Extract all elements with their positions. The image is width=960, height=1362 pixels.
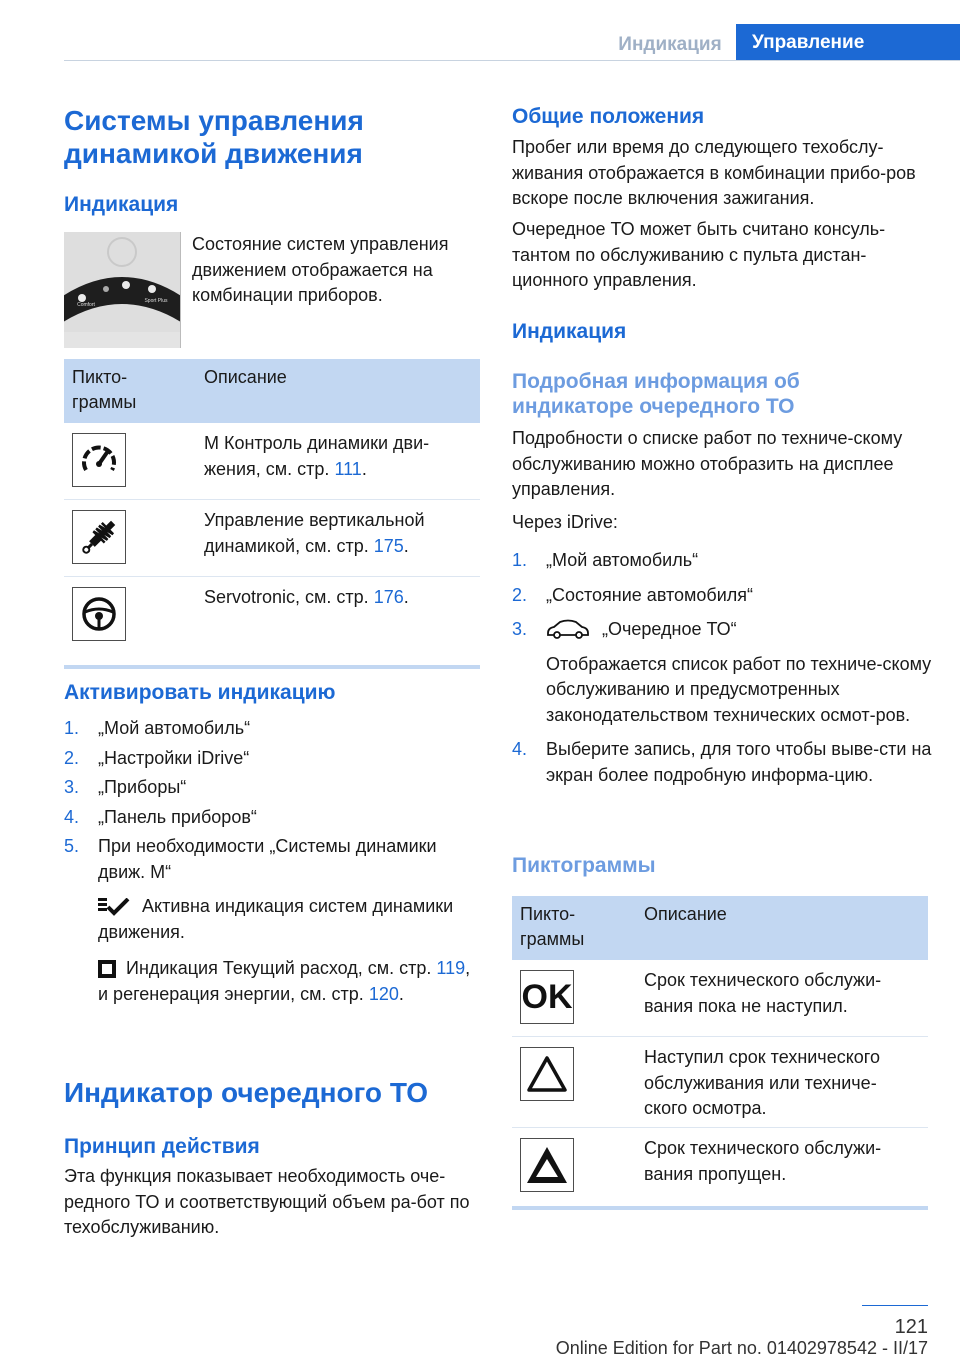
step-text: „Мой автомобиль“ [546,550,699,570]
table-row [512,960,928,1037]
table-bottom-rule [64,665,480,669]
step-number: 4. [64,806,80,827]
service-pictograms-table [512,896,928,1210]
list-item [64,834,448,885]
tab-control[interactable]: Управление [736,24,960,61]
car-icon [546,619,590,647]
row-text: Servotronic, см. стр. [204,587,374,607]
tab-indication[interactable]: Индикация [618,34,722,55]
page-link-176[interactable]: 176 [373,587,404,607]
table-header [64,359,480,423]
list-item [512,617,932,728]
step-text: „Настройки iDrive“ [98,747,250,768]
row-text-end: . [403,535,409,556]
table-row [64,577,480,653]
general-paragraph-2: Очередное ТО может быть считано консуль-тантом по обслуживанию с пульта дистан-ционного управления. [512,219,886,290]
row-description: Срок технического обслужи-вания пропущен. [644,1138,882,1184]
table-header [512,896,928,960]
step-number: 1. [64,718,80,738]
table-row [512,1037,928,1128]
subsection-indication: Индикация [64,193,179,216]
list-item [512,583,932,609]
step-text: При необходимости „Системы динамики движ. M“ [98,836,437,882]
list-item [64,716,480,742]
shock-absorber-icon [72,510,126,564]
table-row [64,423,480,500]
page-link-111[interactable]: 111 [334,458,362,479]
row-description: Срок технического обслужи-вания пока не наступил. [644,970,882,1016]
note-text-a: Индикация Текущий расход, см. стр. [126,958,437,978]
step-3-detail: Отображается список работ по техниче-скому обслуживанию и предусмотренных законодательством технических осмот-ров. [546,653,932,725]
row-text-end: . [361,458,367,479]
header-divider [64,60,960,61]
step-text: „Мой автомобиль“ [98,718,251,738]
section-title-dynamics: Системы управления динамикой движения [64,105,364,169]
page-link-175[interactable]: 175 [373,535,404,556]
ok-icon [520,970,574,1024]
section-title-service: Индикатор очередного ТО [64,1077,428,1108]
photo-label-sport: Sport [116,306,128,312]
page-number: 121 [894,1316,928,1338]
step-number: 4. [512,739,528,759]
step-number: 1. [512,550,528,570]
step-text: „Очередное ТО“ [602,619,737,639]
list-item [64,746,480,772]
subsection-activate: Активировать индикацию [64,681,336,704]
row-description [204,431,476,482]
step-number: 2. [64,747,80,768]
instrument-cluster-photo [64,232,181,348]
column-header-description: Описание [204,367,287,387]
note-check-text: Активна индикация систем динамики движения. [98,896,454,942]
warning-triangle-filled-icon [520,1138,574,1192]
note-text-b: , и регенерация энергии, см. стр. [98,958,471,1004]
note-text-c: . [398,983,404,1004]
column-header-pictograms: Пикто-граммы [520,904,585,949]
photo-label-comfort: Comfort [77,302,95,308]
indication-intro: Состояние систем управления движением отображается на комбинации приборов. [192,234,449,305]
edition-note: Online Edition for Part no. 01402978542 - II/17 [555,1338,928,1358]
list-item [64,805,480,831]
step-number: 5. [64,836,80,856]
subsection-principle: Принцип действия [64,1135,260,1158]
row-text: Управление вертикальной динамикой, см. стр. [204,510,425,556]
column-header-pictograms: Пикто-граммы [72,367,137,412]
table-row [64,500,480,577]
general-paragraph-1: Пробег или время до следующего техобслу-живания отображается в комбинации прибо-ров вскоре после включения зажигания. [512,137,916,208]
note-consumption [98,956,480,1007]
footer-divider [862,1305,928,1306]
page-link-120[interactable]: 120 [368,983,399,1004]
via-idrive-text: Через iDrive: [512,512,618,532]
warning-triangle-icon [520,1047,574,1101]
row-text: M Контроль динамики дви-жения, см. стр. [204,433,430,479]
steering-wheel-icon [72,587,126,641]
photo-label-sport-plus: Sport Plus [144,298,168,304]
step-text: „Состояние автомобиля“ [546,584,754,605]
row-description: Наступил срок технического обслуживания или техниче-ского осмотра. [644,1047,880,1118]
step-number: 2. [512,584,528,605]
activate-steps-list [64,716,480,885]
detail-text: Подробности о списке работ по техниче-скому обслуживанию можно отобразить на дисплее управления. [512,428,903,499]
note-check-active [98,894,480,945]
checkmark-icon [98,898,130,924]
step-number: 3. [64,777,80,797]
step-text: Выберите запись, для того чтобы выве-сти на экран более подробную информа-цию. [546,739,932,785]
square-icon [98,960,116,986]
subsection-pictograms: Пиктограммы [512,854,656,877]
subsection-indication-right: Индикация [512,320,627,343]
list-item [512,548,932,574]
dynamic-control-icon [72,433,126,487]
list-item [512,737,932,788]
subsection-detail: Подробная информация об индикаторе очередного ТО [512,370,800,418]
service-steps-list [512,548,932,788]
table-bottom-rule [512,1206,928,1210]
list-item [64,775,480,801]
step-text: „Приборы“ [98,777,187,797]
step-text: „Панель приборов“ [98,806,257,827]
row-description [204,508,476,559]
page-link-119[interactable]: 119 [436,958,466,978]
principle-text: Эта функция показывает необходимость оче-редного ТО и соответствующий объем ра-бот по техобслуживанию. [64,1166,470,1237]
row-text-end: . [403,587,409,607]
row-description [204,585,476,611]
column-header-description: Описание [644,904,727,924]
subsection-general: Общие положения [512,105,705,128]
table-row [512,1128,928,1204]
step-number: 3. [512,619,528,639]
dynamics-table [64,359,480,669]
ok-icon-text: OK [521,977,573,1016]
